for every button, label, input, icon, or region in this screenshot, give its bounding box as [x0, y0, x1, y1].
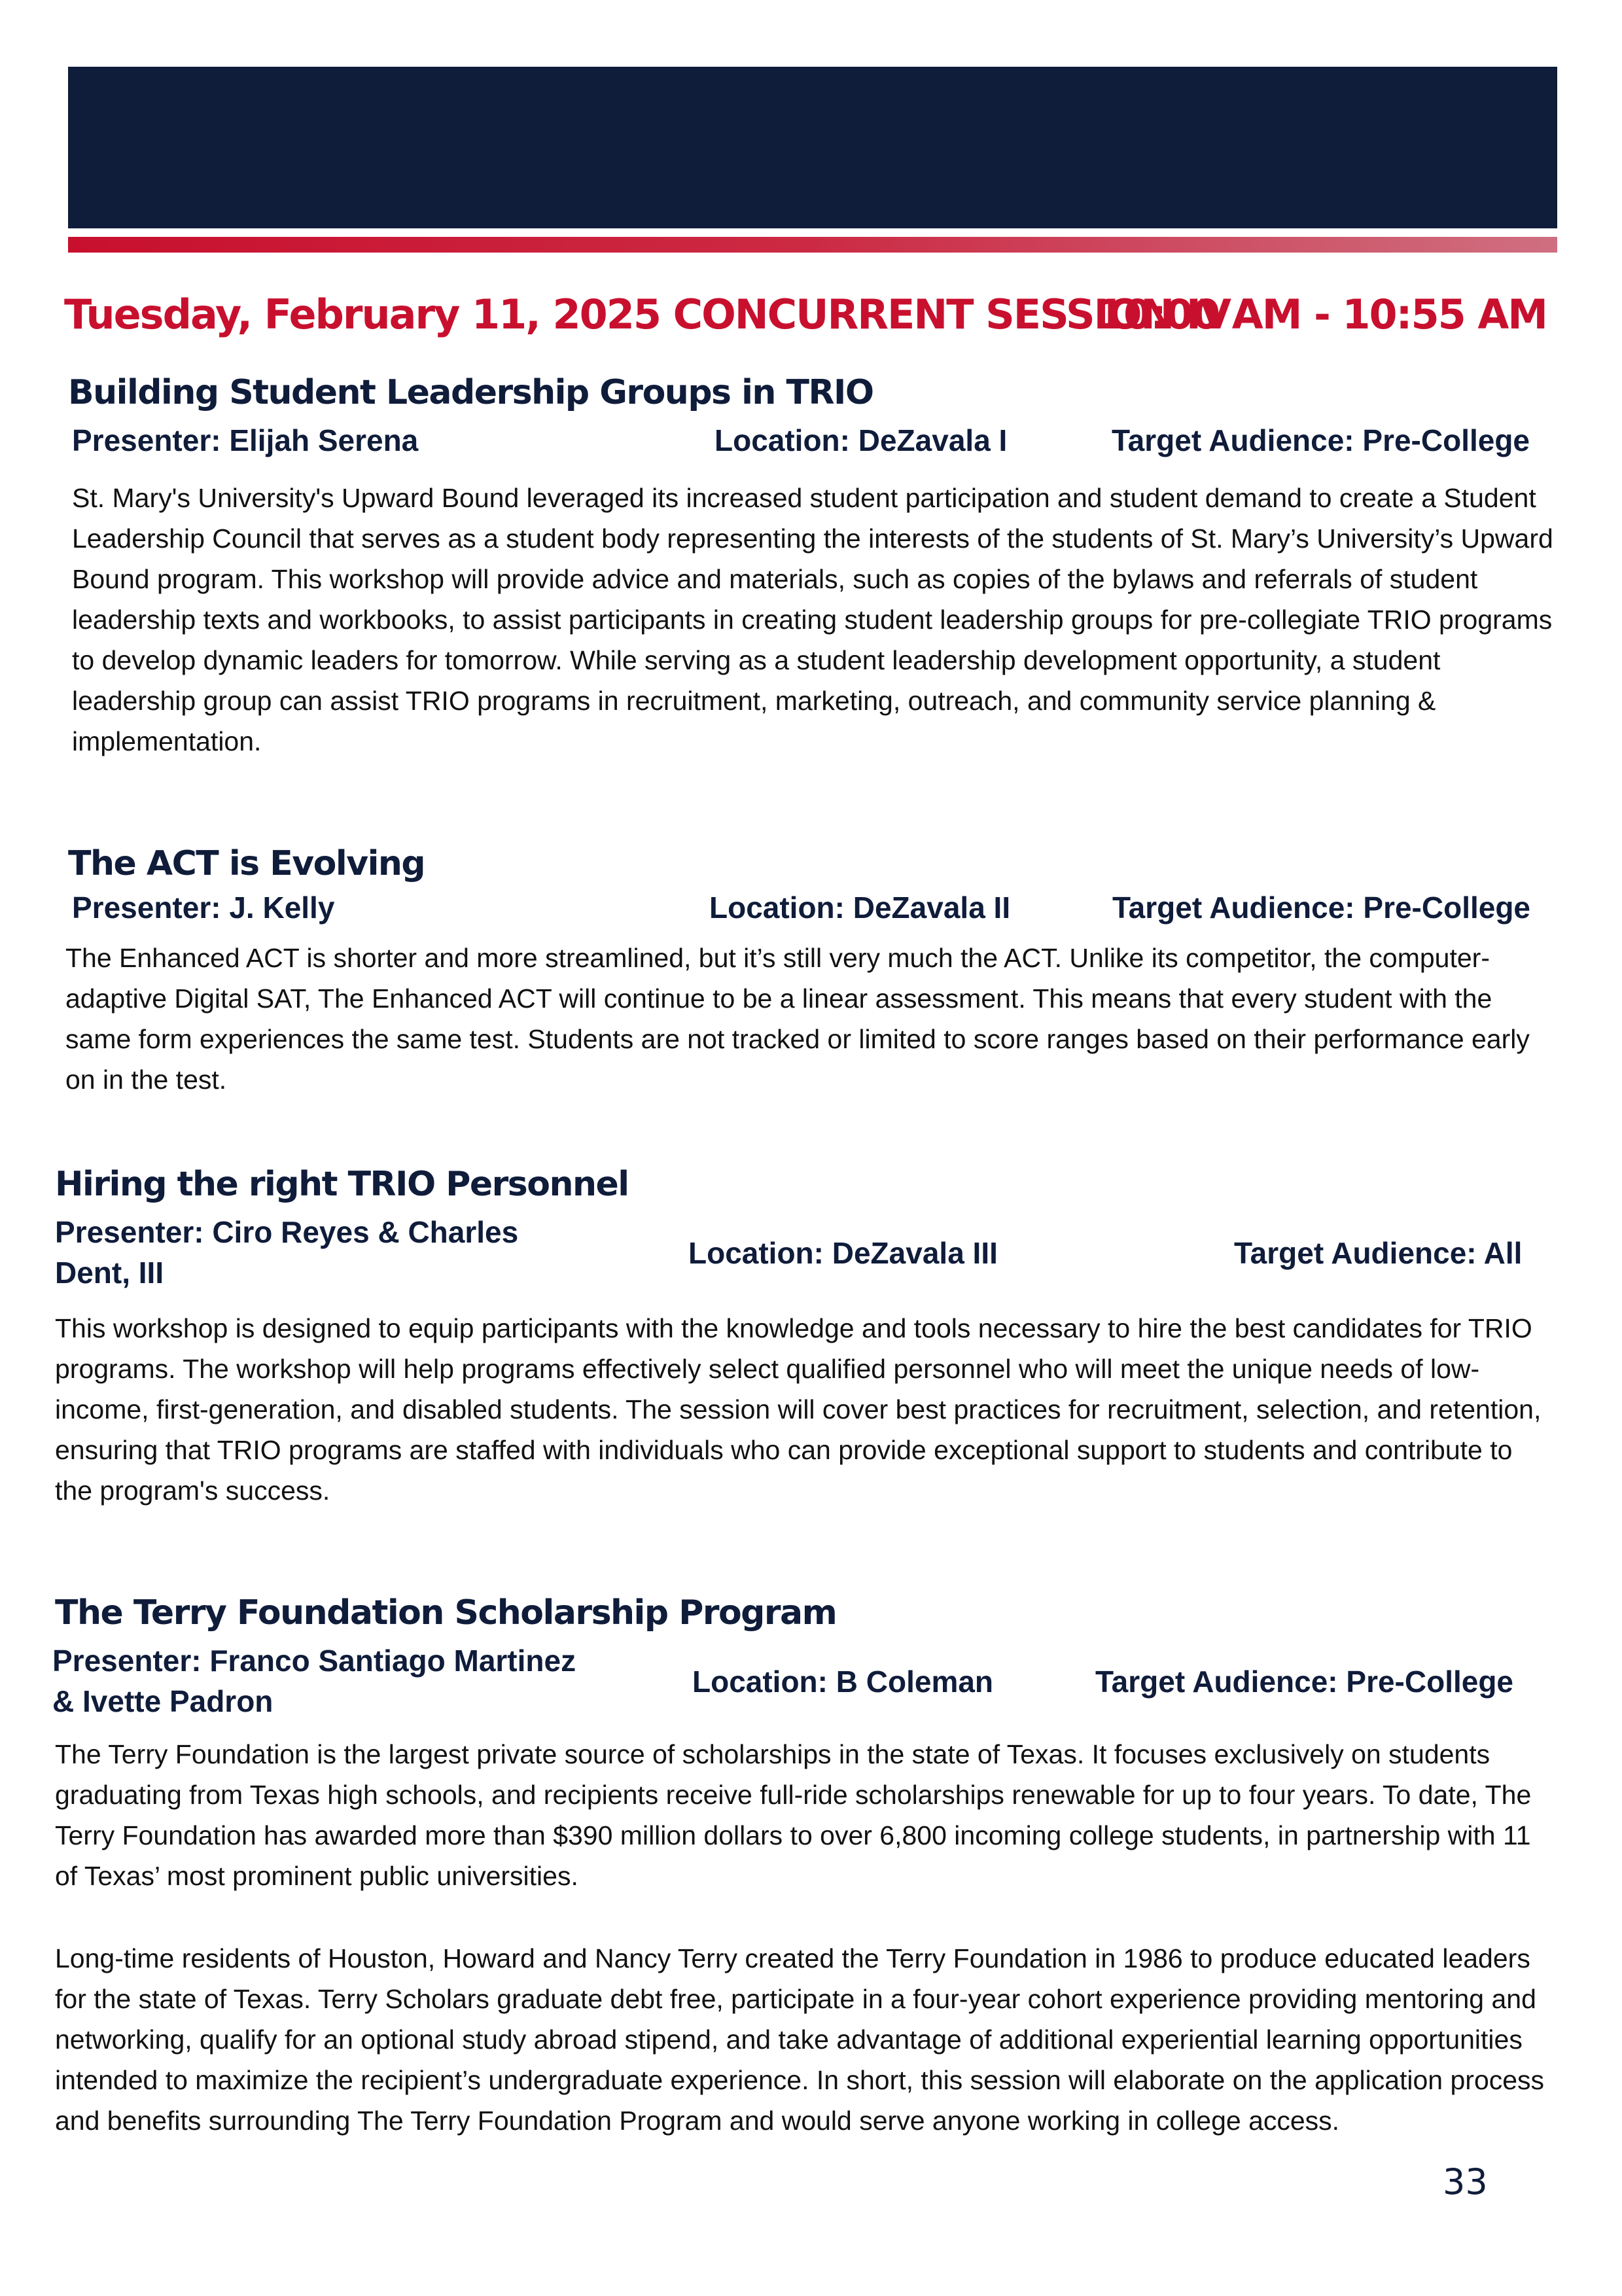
session-audience: Target Audience: Pre-College: [1095, 1665, 1514, 1699]
session-presenter-line-2: Dent, III: [55, 1256, 164, 1290]
session-presenter: Presenter: Elijah Serena: [72, 423, 419, 457]
session-location: Location: DeZavala III: [688, 1236, 998, 1270]
session-description: St. Mary's University's Upward Bound leveraged its increased student participation and student demand to create a Student Leadership Council that serves as a student body representing the interests of the students of St. Mary’s University’s Upward Bound program. This workshop will provide advice and materials, such as copies of the bylaws and referrals of student leadership texts and workbooks, to assist participants in creating student leadership groups for pre-collegiate TRIO programs to develop dynamic leaders for tomorrow. While serving as a student leadership development opportunity, a student leadership group can assist TRIO programs in recruitment, marketing, outreach, and community service planning & implementation.: [72, 483, 1553, 756]
session-description: The Enhanced ACT is shorter and more streamlined, but it’s still very much the ACT. Unlike its competitor, the computer-adaptive Digital SAT, The Enhanced ACT will continue to be a linear assessment. This means that every student with the same form experiences the same test. Students are not tracked or limited to score ranges based on their performance early on in the test.: [65, 943, 1530, 1095]
session-1: [68, 370, 1573, 775]
session-audience: Target Audience: All: [1234, 1236, 1523, 1270]
session-description: This workshop is designed to equip participants with the knowledge and tools necessary to hire the best candidates for TRIO programs. The workshop will help programs effectively select qualified personnel who will meet the unique needs of low-income, first-generation, and disabled students. The session will cover best practices for recruitment, selection, and retention, ensuring that TRIO programs are staffed with individuals who can provide exceptional support to students and contribute to the program's success.: [55, 1313, 1542, 1506]
session-location: Location: DeZavala II: [709, 891, 1011, 925]
session-2: [65, 841, 1573, 1116]
session-title: Hiring the right TRIO Personnel: [55, 1165, 629, 1204]
session-presenter-line-2: & Ivette Padron: [52, 1684, 273, 1718]
header-banner: [68, 67, 1557, 228]
session-date-title: Tuesday, February 11, 2025 CONCURRENT SESSION IV: [64, 291, 1230, 338]
session-description: The Terry Foundation is the largest private source of scholarships in the state of Texas. It focuses exclusively on students graduating from Texas high schools, and recipients receive full-ride scholarships renewable for up to four years. To date, The Terry Foundation has awarded more than $390 million dollars to over 6,800 incoming college students, in partnership with 11 of Texas’ most prominent public universities.: [55, 1739, 1532, 1891]
session-header: [64, 285, 1557, 344]
session-3: [55, 1161, 1573, 1528]
session-location: Location: DeZavala I: [714, 423, 1008, 457]
session-presenter-line-1: Presenter: Ciro Reyes & Charles: [55, 1215, 519, 1249]
session-4: [52, 1590, 1573, 2192]
session-presenter-line-1: Presenter: Franco Santiago Martinez: [52, 1644, 576, 1678]
session-audience: Target Audience: Pre-College: [1112, 423, 1530, 457]
session-title: Building Student Leadership Groups in TRIO: [68, 373, 873, 412]
session-time: 10:00 AM - 10:55 AM: [1096, 291, 1547, 338]
session-description-continued: Long-time residents of Houston, Howard and Nancy Terry created the Terry Foundation in 1986 to produce educated leaders for the state of Texas. Terry Scholars graduate debt free, participate in a four-year cohort experience providing mentoring and networking, qualify for an optional study abroad stipend, and take advantage of additional experiential learning opportunities intended to maximize the recipient’s undergraduate experience. In short, this session will elaborate on the application process and benefits surrounding The Terry Foundation Program and would serve anyone working in college access.: [55, 1943, 1545, 2136]
session-presenter: Presenter: J. Kelly: [72, 891, 335, 925]
header-stripe: [68, 237, 1557, 253]
page-number: 33: [1443, 2161, 1488, 2202]
session-title: The ACT is Evolving: [68, 844, 425, 883]
session-audience: Target Audience: Pre-College: [1112, 891, 1531, 925]
session-title: The Terry Foundation Scholarship Program: [55, 1593, 837, 1633]
session-location: Location: B Coleman: [692, 1665, 994, 1699]
